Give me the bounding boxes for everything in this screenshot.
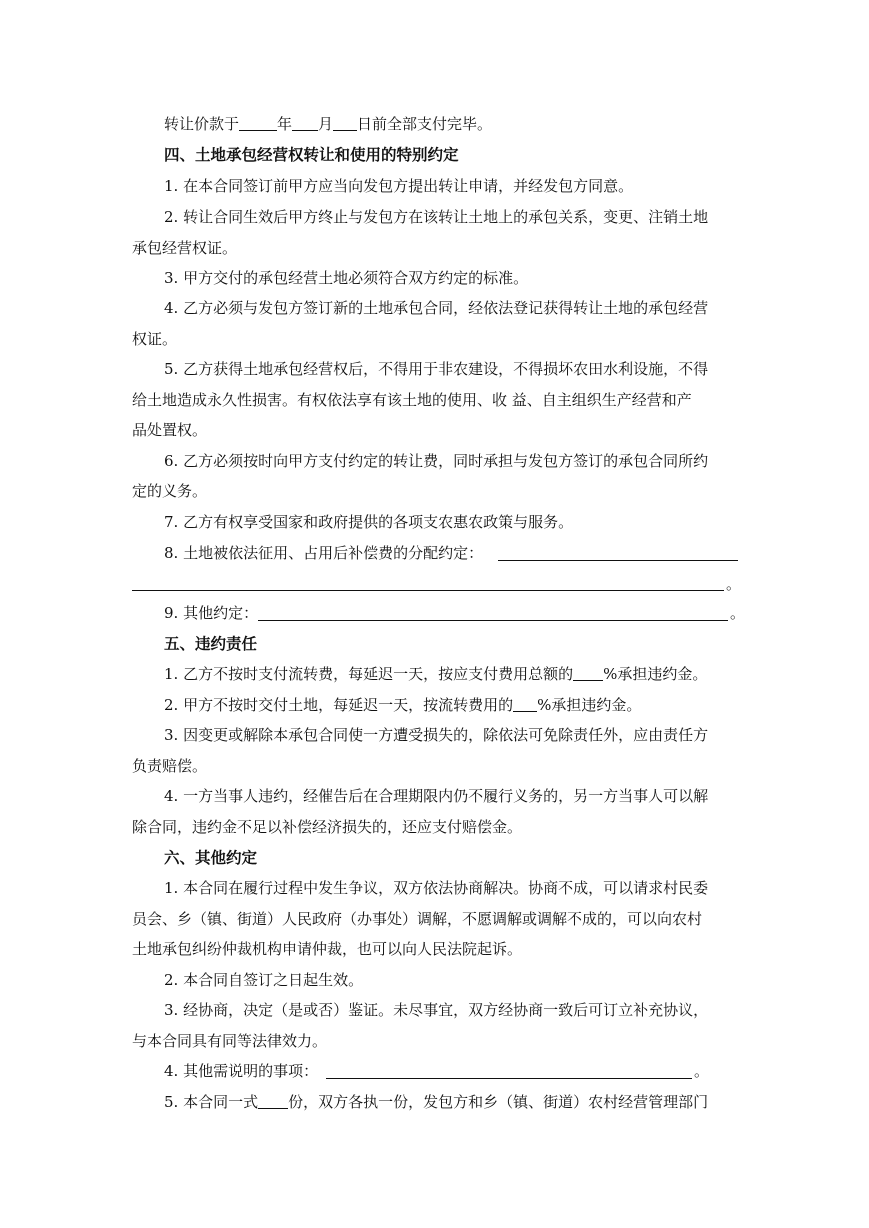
compensation-blank-line2[interactable] <box>132 590 724 591</box>
s4-clause-5-line1: 5. 乙方获得土地承包经营权后，不得用于非农建设，不得损坏农田水利设施，不得 <box>164 360 709 378</box>
month-blank[interactable] <box>292 116 318 131</box>
s4-clause-9: 9. 其他约定： <box>164 604 259 622</box>
s4-clause-1: 1. 在本合同签订前甲方应当向发包方提出转让申请，并经发包方同意。 <box>164 177 634 195</box>
compensation-blank-line1[interactable] <box>498 560 738 561</box>
s6-clause-1-line3: 土地承包纠纷仲裁机构申请仲裁，也可以向人民法院起诉。 <box>132 940 523 958</box>
section4-title: 四、土地承包经营权转让和使用的特别约定 <box>164 146 459 164</box>
s4-clause-8: 8. 土地被依法征用、占用后补偿费的分配约定： <box>164 544 484 562</box>
s5-clause-2-suffix: %承担违约金。 <box>537 696 642 714</box>
section6-title: 六、其他约定 <box>164 849 258 867</box>
s4-clause-3: 3. 甲方交付的承包经营土地必须符合双方约定的标准。 <box>164 269 529 287</box>
late-payment-rate-blank[interactable] <box>573 666 603 681</box>
s6-clause-3-line2: 与本合同具有同等法律效力。 <box>132 1032 328 1050</box>
s4-clause-9-end: 。 <box>730 604 746 622</box>
other-matters-blank[interactable] <box>326 1078 692 1079</box>
s6-clause-3-line1: 3. 经协商，决定（是或否）鉴证。未尽事宜，双方经协商一致后可订立补充协议， <box>164 1001 709 1019</box>
s6-clause-1-line2: 员会、乡（镇、街道）人民政府（办事处）调解，不愿调解或调解不成的，可以向农村 <box>132 910 703 928</box>
payment-deadline-line <box>164 114 492 134</box>
other-agreement-blank[interactable] <box>258 620 728 621</box>
s5-clause-1-suffix: %承担违约金。 <box>603 665 708 683</box>
s4-clause-2-line1: 2. 转让合同生效后甲方终止与发包方在该转让土地上的承包关系，变更、注销土地 <box>164 208 709 226</box>
s5-clause-1 <box>164 664 707 684</box>
s6-clause-5-text: 5. 本合同一式 <box>164 1093 259 1111</box>
s6-clause-5-rest: 份，双方各执一份，发包方和乡（镇、街道）农村经营管理部门 <box>288 1093 709 1111</box>
s5-clause-1-text: 1. 乙方不按时支付流转费，每延迟一天，按应支付费用总额的 <box>164 665 574 683</box>
s6-clause-1-line1: 1. 本合同在履行过程中发生争议，双方依法协商解决。协商不成，可以请求村民委 <box>164 879 709 897</box>
section5-title: 五、违约责任 <box>164 635 258 653</box>
s4-clause-6-line2: 定的义务。 <box>132 482 208 500</box>
year-label: 年 <box>277 115 293 133</box>
s5-clause-2 <box>164 695 641 715</box>
s4-clause-5-line3: 品处置权。 <box>132 421 208 439</box>
s5-clause-4-line1: 4. 一方当事人违约，经催告后在合理期限内仍不履行义务的，另一方当事人可以解 <box>164 787 709 805</box>
s5-clause-2-text: 2. 甲方不按时交付土地，每延迟一天，按流转费用的 <box>164 696 514 714</box>
s4-clause-4-line2: 权证。 <box>132 330 178 348</box>
s4-clause-5-line2: 给土地造成永久性损害。有权依法享有该土地的使用、收 益、自主组织生产经营和产 <box>132 391 692 409</box>
s4-clause-6-line1: 6. 乙方必须按时向甲方支付约定的转让费，同时承担与发包方签订的承包合同所约 <box>164 452 709 470</box>
late-delivery-rate-blank[interactable] <box>513 697 537 712</box>
s6-clause-2: 2. 本合同自签订之日起生效。 <box>164 971 364 989</box>
s4-clause-7: 7. 乙方有权享受国家和政府提供的各项支农惠农政策与服务。 <box>164 513 574 531</box>
year-blank[interactable] <box>239 116 277 131</box>
s4-clause-4-line1: 4. 乙方必须与发包方签订新的土地承包合同，经依法登记获得转让土地的承包经营 <box>164 299 709 317</box>
month-label: 月 <box>318 115 334 133</box>
day-blank[interactable] <box>333 116 357 131</box>
s5-clause-4-line2: 除合同，违约金不足以补偿经济损失的，还应支付赔偿金。 <box>132 818 523 836</box>
s4-clause-2-line2: 承包经营权证。 <box>132 239 238 257</box>
s6-clause-4-end: 。 <box>694 1062 710 1080</box>
s4-clause-8-end: 。 <box>726 575 742 593</box>
s5-clause-3-line2: 负责赔偿。 <box>132 757 208 775</box>
copies-count-blank[interactable] <box>258 1094 288 1109</box>
s6-clause-5 <box>164 1092 708 1112</box>
payment-text: 转让价款于 <box>164 115 240 133</box>
day-label: 日前全部支付完毕。 <box>357 115 493 133</box>
s6-clause-4: 4. 其他需说明的事项： <box>164 1062 319 1080</box>
s5-clause-3-line1: 3. 因变更或解除本承包合同使一方遭受损失的，除依法可免除责任外，应由责任方 <box>164 726 709 744</box>
